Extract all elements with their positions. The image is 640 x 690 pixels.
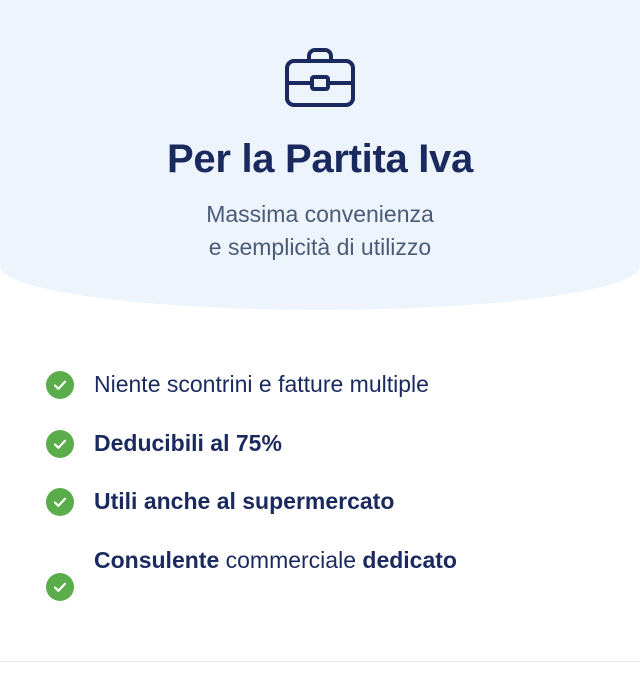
list-item (0, 368, 640, 401)
feature-list (0, 310, 640, 601)
feature-text-2 (94, 427, 282, 460)
feature-text-4-normal: commerciale (219, 546, 363, 573)
hero-subtitle-line2: e semplicità di utilizzo (208, 233, 432, 260)
check-circle-icon (46, 371, 74, 399)
check-circle-icon (46, 488, 74, 516)
page-title: Per la Partita Iva (167, 137, 473, 181)
list-item (0, 544, 640, 601)
hero-subtitle (110, 198, 530, 263)
list-item (0, 485, 640, 518)
feature-text-4-bold-2: dedicato (362, 546, 457, 573)
list-item (0, 427, 640, 460)
check-circle-icon (46, 573, 74, 601)
divider (0, 661, 640, 662)
briefcase-icon (282, 44, 358, 110)
feature-text-3-bold: Utili anche al supermercato (94, 488, 395, 515)
feature-text-3 (94, 485, 394, 518)
hero-subtitle-line1: Massima convenienza (206, 201, 434, 227)
hero-section (0, 0, 640, 310)
feature-text-4-bold-1: Consulente (94, 546, 220, 573)
feature-text-1: Niente scontrini e fatture multiple (94, 371, 429, 397)
check-circle-icon (46, 430, 74, 458)
feature-text-2-bold: Deducibili al 75% (94, 429, 282, 456)
feature-text-4 (94, 544, 457, 577)
